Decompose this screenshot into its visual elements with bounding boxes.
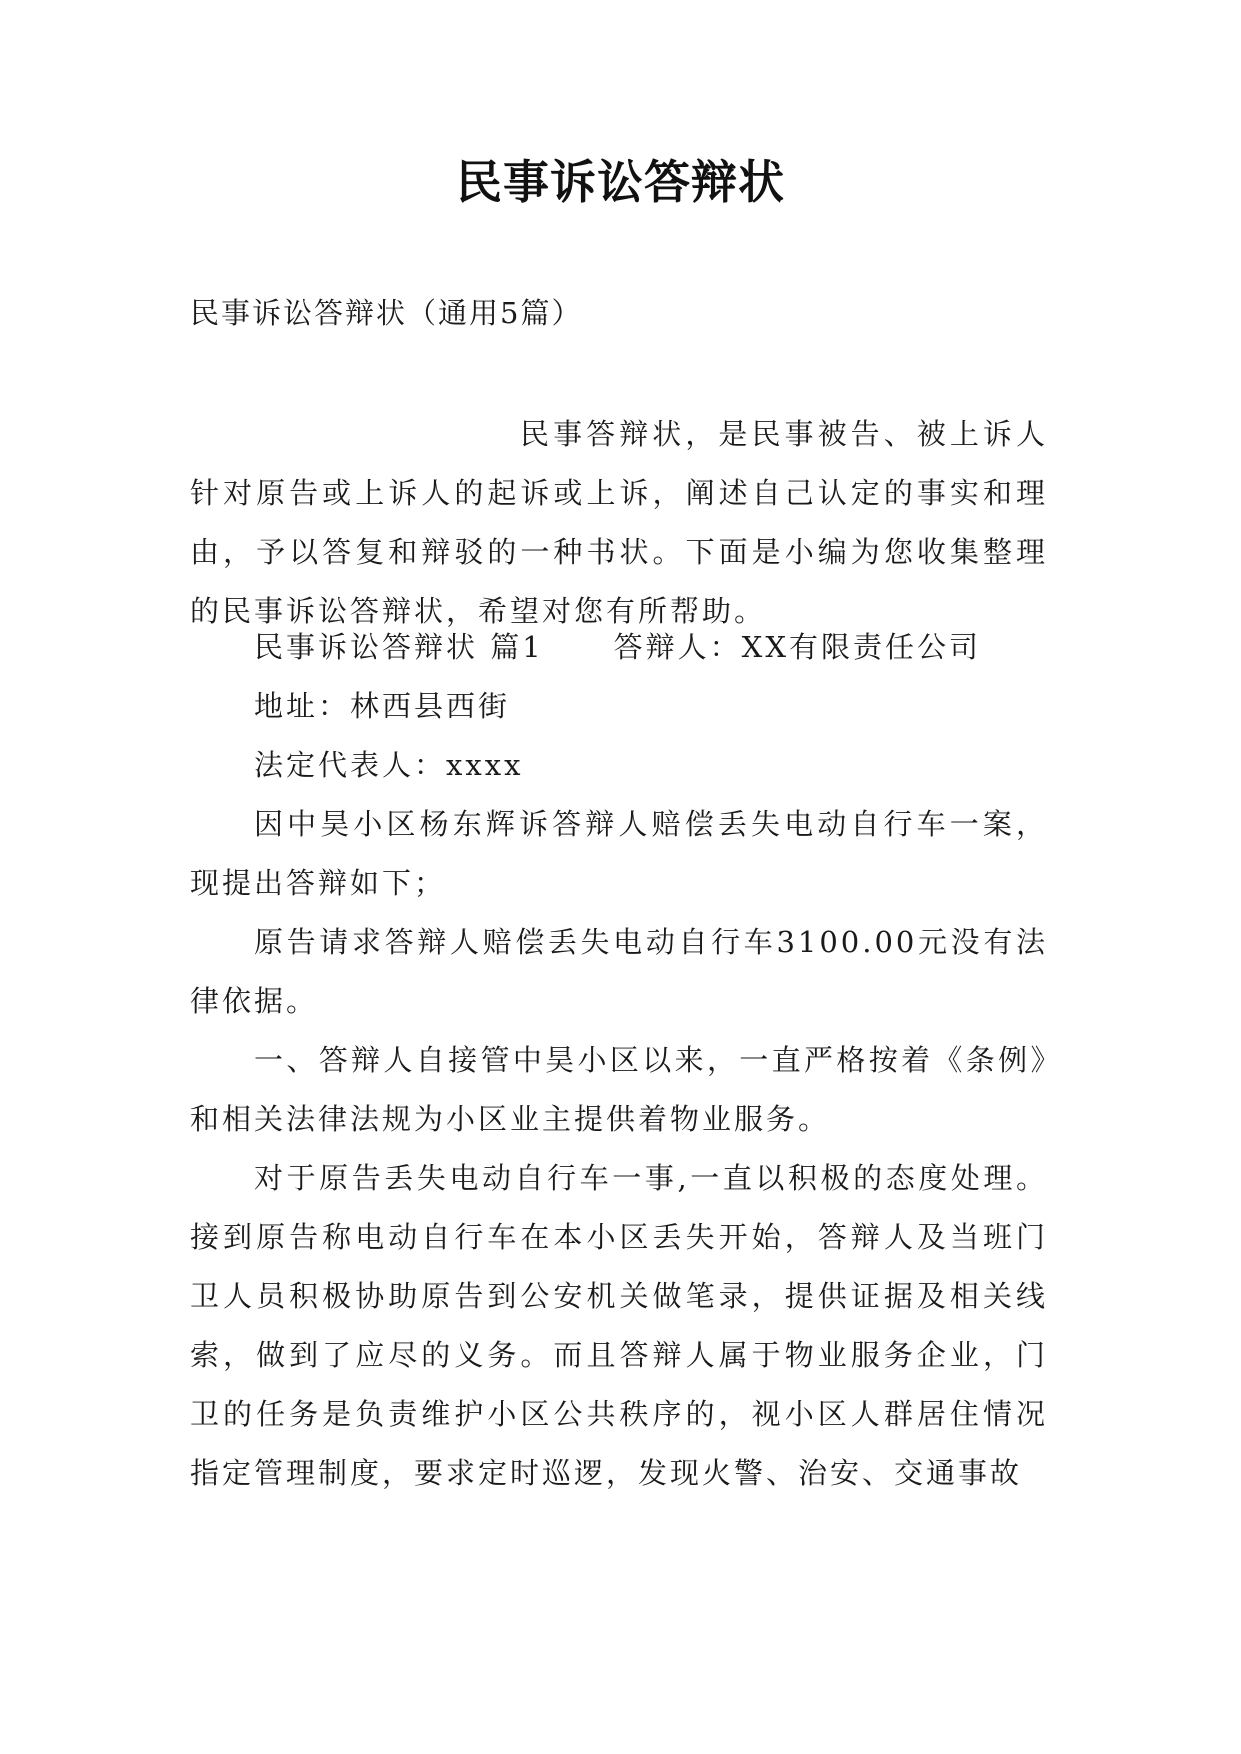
argument-two-paragraph: 对于原告丢失电动自行车一事,一直以积极的态度处理。接到原告称电动自行车在本小区丢失开始，答辩人及当班门卫人员积极协助原告到公安机关做笔录，提供证据及相关线索，做到了应尽的义务。而且答辩人属于物业服务企业，门卫的任务是负责维护小区公共秩序的，视小区人群居住情况指定管理制度，要求定时巡逻，发现火警、治安、交通事故 xyxy=(190,1161,1048,1490)
argument-one-paragraph: 一、答辩人自接管中昊小区以来，一直严格按着《条例》和相关法律法规为小区业主提供着物业服务。 xyxy=(190,1043,1048,1136)
legal-representative-line: 法定代表人：xxxx xyxy=(254,748,524,782)
page-title: 民事诉讼答辩状 xyxy=(456,155,785,209)
intro-paragraph: 民事答辩状，是民事被告、被上诉人针对原告或上诉人的起诉或上诉，阐述自己认定的事实和理由，予以答复和辩驳的一种书状。下面是小编为您收集整理的民事诉讼答辩状，希望对您有所帮助。 xyxy=(190,417,1048,628)
address-line: 地址：林西县西街 xyxy=(254,689,511,723)
case-paragraph: 因中昊小区杨东辉诉答辩人赔偿丢失电动自行车一案，现提出答辩如下； xyxy=(190,807,1048,900)
document-subtitle: 民事诉讼答辩状（通用5篇） xyxy=(190,296,583,330)
section-heading-line xyxy=(190,618,1048,677)
claim-paragraph: 原告请求答辩人赔偿丢失电动自行车3100.00元没有法律依据。 xyxy=(190,925,1048,1018)
respondent-line: 答辩人：XX有限责任公司 xyxy=(613,630,981,664)
section-heading: 民事诉讼答辩状 篇1 xyxy=(254,630,544,664)
